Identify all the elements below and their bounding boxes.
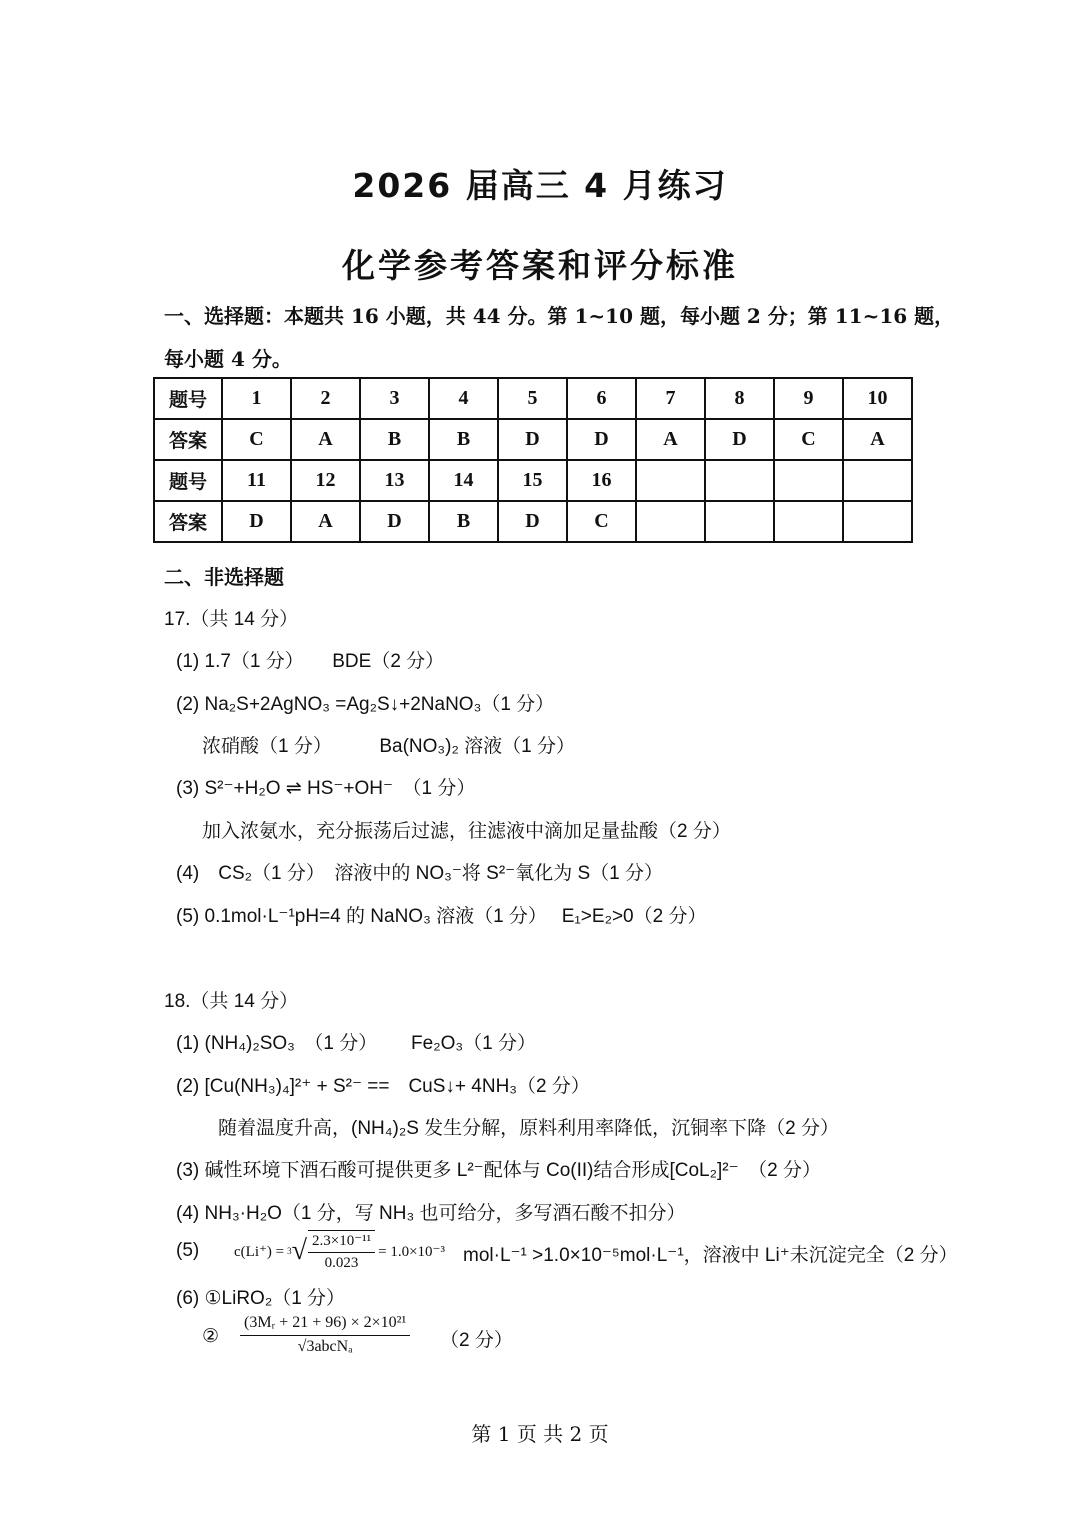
- q18-part5-label: (5): [176, 1240, 200, 1261]
- q17-header: 17.（共 14 分）: [164, 609, 299, 630]
- page-footer: 第 1 页 共 2 页: [471, 1422, 609, 1446]
- answer-cell: B: [360, 419, 429, 460]
- question-number: 11: [222, 460, 291, 501]
- answer-cell: A: [636, 419, 705, 460]
- fraction-numerator: 2.3×10⁻¹¹: [308, 1231, 375, 1253]
- density-fraction: [240, 1314, 410, 1356]
- question-number: 8: [705, 378, 774, 419]
- answer-cell: A: [843, 419, 912, 460]
- empty-cell: [636, 501, 705, 542]
- table-row-answers-1: [154, 419, 912, 460]
- answer-cell: D: [498, 501, 567, 542]
- answer-cell: D: [705, 419, 774, 460]
- answer-table: [153, 377, 913, 543]
- formula-fraction: [308, 1230, 375, 1272]
- empty-cell: [843, 501, 912, 542]
- fraction-numerator: (3Mᵣ + 21 + 96) × 2×10²¹: [240, 1314, 410, 1336]
- q17-part5: (5) 0.1mol·L⁻¹pH=4 的 NaNO₃ 溶液（1 分） E₁>E₂>0（2 分）: [176, 906, 707, 927]
- q18-part3: (3) 碱性环境下酒石酸可提供更多 L²⁻配体与 Co(II)结合形成[CoL₂]²⁻ （2 分）: [176, 1160, 821, 1181]
- answer-cell: C: [222, 419, 291, 460]
- row-label: 题号: [154, 460, 222, 501]
- answer-cell: D: [498, 419, 567, 460]
- answer-cell: B: [429, 419, 498, 460]
- page-title: 2026 届高三 4 月练习: [352, 166, 728, 205]
- q18-part2-explanation: 随着温度升高，(NH₄)₂S 发生分解，原料利用率降低，沉铜率下降（2 分）: [218, 1118, 840, 1139]
- q17-part2-reagents: 浓硝酸（1 分） Ba(NO₃)₂ 溶液（1 分）: [202, 736, 575, 757]
- empty-cell: [636, 460, 705, 501]
- table-row-numbers-2: [154, 460, 912, 501]
- question-number: 2: [291, 378, 360, 419]
- answer-cell: D: [567, 419, 636, 460]
- formula-rhs: = 1.0×10⁻³: [378, 1243, 445, 1260]
- question-number: 3: [360, 378, 429, 419]
- question-number: 13: [360, 460, 429, 501]
- question-number: 5: [498, 378, 567, 419]
- q18-part6-2-formula: [240, 1314, 410, 1356]
- question-number: 16: [567, 460, 636, 501]
- q18-part6-2-score: （2 分）: [440, 1330, 513, 1351]
- q18-part5-formula: [234, 1230, 445, 1272]
- question-number: 4: [429, 378, 498, 419]
- fraction-denominator: √3abcNₐ: [297, 1338, 353, 1355]
- q17-part1: (1) 1.7（1 分） BDE（2 分）: [176, 651, 445, 672]
- q18-part4: (4) NH₃·H₂O（1 分，写 NH₃ 也可给分，多写酒石酸不扣分）: [176, 1203, 686, 1224]
- question-number: 6: [567, 378, 636, 419]
- empty-cell: [774, 501, 843, 542]
- section2-heading: 二、非选择题: [164, 565, 284, 589]
- q17-part4: (4) CS₂（1 分） 溶液中的 NO₃⁻将 S²⁻氧化为 S（1 分）: [176, 863, 663, 884]
- q17-part3-equation: (3) S²⁻+H₂O ⇌ HS⁻+OH⁻ （1 分）: [176, 778, 476, 799]
- table-row-numbers-1: [154, 378, 912, 419]
- q18-part6-2-label: ②: [202, 1326, 220, 1347]
- answer-cell: A: [291, 501, 360, 542]
- answer-cell: D: [222, 501, 291, 542]
- question-number: 15: [498, 460, 567, 501]
- row-label: 答案: [154, 419, 222, 460]
- row-label: 答案: [154, 501, 222, 542]
- section1-heading-line1: 一、选择题：本题共 16 小题，共 44 分。第 1~10 题，每小题 2 分；第 11~16 题，: [164, 304, 955, 328]
- answer-cell: C: [567, 501, 636, 542]
- empty-cell: [705, 501, 774, 542]
- root-index: 3: [287, 1246, 292, 1256]
- radical-sign-icon: √: [291, 1235, 307, 1266]
- answer-cell: D: [360, 501, 429, 542]
- question-number: 14: [429, 460, 498, 501]
- q18-header: 18.（共 14 分）: [164, 991, 299, 1012]
- q17-part3-method: 加入浓氨水，充分振荡后过滤，往滤液中滴加足量盐酸（2 分）: [202, 821, 731, 842]
- section1-heading-line2: 每小题 4 分。: [164, 347, 292, 371]
- answer-cell: A: [291, 419, 360, 460]
- empty-cell: [705, 460, 774, 501]
- question-number: 10: [843, 378, 912, 419]
- fraction-denominator: 0.023: [324, 1255, 359, 1271]
- empty-cell: [843, 460, 912, 501]
- formula-lhs: c(Li⁺) =: [234, 1243, 285, 1260]
- row-label: 题号: [154, 378, 222, 419]
- question-number: 1: [222, 378, 291, 419]
- question-number: 7: [636, 378, 705, 419]
- question-number: 12: [291, 460, 360, 501]
- question-number: 9: [774, 378, 843, 419]
- table-row-answers-2: [154, 501, 912, 542]
- q18-part2-equation: (2) [Cu(NH₃)₄]²⁺ + S²⁻ == CuS↓+ 4NH₃（2 分）: [176, 1076, 590, 1097]
- empty-cell: [774, 460, 843, 501]
- page-subtitle: 化学参考答案和评分标准: [342, 246, 738, 285]
- q18-part6-1: (6) ①LiRO₂（1 分）: [176, 1288, 346, 1309]
- answer-cell: C: [774, 419, 843, 460]
- q18-part1: (1) (NH₄)₂SO₃ （1 分） Fe₂O₃（1 分）: [176, 1033, 536, 1054]
- q18-part5-conclusion: mol·L⁻¹ >1.0×10⁻⁵mol·L⁻¹，溶液中 Li⁺未沉淀完全（2 分）: [463, 1245, 958, 1266]
- q17-part2-equation: (2) Na₂S+2AgNO₃ =Ag₂S↓+2NaNO₃（1 分）: [176, 694, 555, 715]
- answer-cell: B: [429, 501, 498, 542]
